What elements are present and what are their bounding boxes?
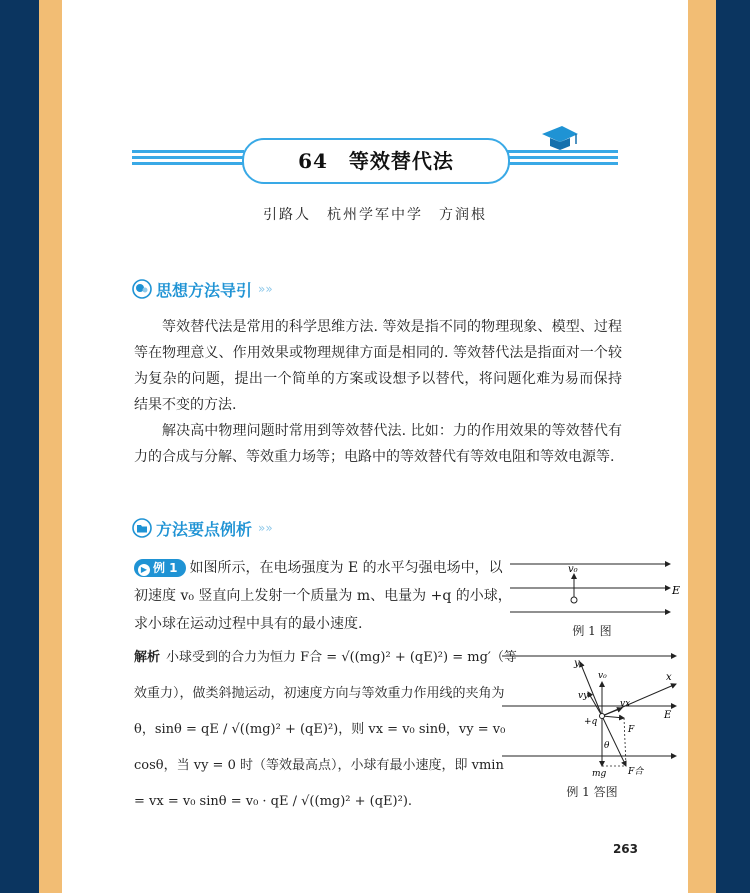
force-label: F (628, 725, 635, 735)
solution (134, 640, 518, 820)
title-stripes-left (132, 150, 244, 168)
section-heading-examples (132, 516, 273, 540)
solution-heading: 解析 (134, 650, 161, 665)
e-field-label: E (672, 584, 681, 597)
play-icon: ▶ (138, 564, 150, 576)
title-stripes-right (506, 150, 618, 168)
v0-label: v₀ (568, 564, 578, 575)
graduation-cap-icon (540, 124, 580, 152)
v0-label: v₀ (598, 671, 607, 681)
author-line: 引路人 杭州学军中学 方润根 (263, 207, 487, 223)
example-badge: ▶ 例 1 (134, 559, 186, 577)
page-frame-right (688, 0, 750, 893)
vx-label: vx (620, 699, 631, 709)
charge-label: +q (584, 717, 598, 727)
intro-paragraph: 等效替代法是常用的科学思维方法. 等效是指不同的物理现象、模型、过程等在物理意义、作用效果或物理规律方面是相同的. 等效替代法是指面对一个较为复杂的问题，提出一个简单的方案或设想予以替代，将问题化难为易而保持结果不变的方法. (134, 319, 622, 413)
e-field-label: E (664, 710, 672, 721)
answer-figure (494, 648, 684, 788)
chapter-title-banner (132, 138, 618, 184)
textbook-page (62, 0, 688, 893)
x-axis-label: x (666, 672, 672, 683)
section-heading-guide (132, 277, 273, 301)
folder-icon (132, 518, 152, 538)
section-heading-label: 思想方法导引 (156, 280, 253, 300)
head-thought-icon (132, 279, 152, 299)
example-problem (134, 554, 514, 638)
y-axis-label: y (574, 658, 580, 669)
page-frame-left (0, 0, 62, 893)
page-number: 263 (612, 842, 638, 856)
resultant-force-label: F合 (628, 767, 644, 777)
gravity-label: mg (592, 769, 607, 779)
solution-text: 小球受到的合力为恒力 F合 = √((mg)² + (qE)²) = mg′（等效重力），做类斜抛运动，初速度方向与等效重力作用线的夹角为 θ，sinθ = qE / √((mg)² + (qE)²)，则 vx = v₀ sinθ，vy = v₀ cosθ，当 vy = 0 时（等效最高点），小球有最小速度，即 vmin = vx = v₀ sinθ = v₀ · qE / √((mg)² + (qE)²). (134, 650, 517, 809)
vy-label: vy (578, 691, 589, 701)
example-text: 如图所示，在电场强度为 E 的水平匀强电场中，以初速度 v₀ 竖直向上发射一个质量为 m、电量为 +q 的小球，求小球在运动过程中具有的最小速度. (134, 560, 512, 632)
section-heading-label: 方法要点例析 (156, 519, 253, 539)
figure-caption: 例 1 图 (572, 624, 612, 638)
figure-caption: 例 1 答图 (566, 785, 618, 799)
double-chevron-icon: »» (258, 521, 273, 535)
double-chevron-icon: »» (258, 282, 273, 296)
theta-label: θ (604, 741, 610, 751)
intro-paragraph: 解决高中物理问题时常用到等效替代法. 比如：力的作用效果的等效替代有力的合成与分解、等效重力场等；电路中的等效替代有等效电阻和等效电源等. (134, 423, 622, 465)
chapter-title: 64 等效替代法 (242, 138, 510, 184)
